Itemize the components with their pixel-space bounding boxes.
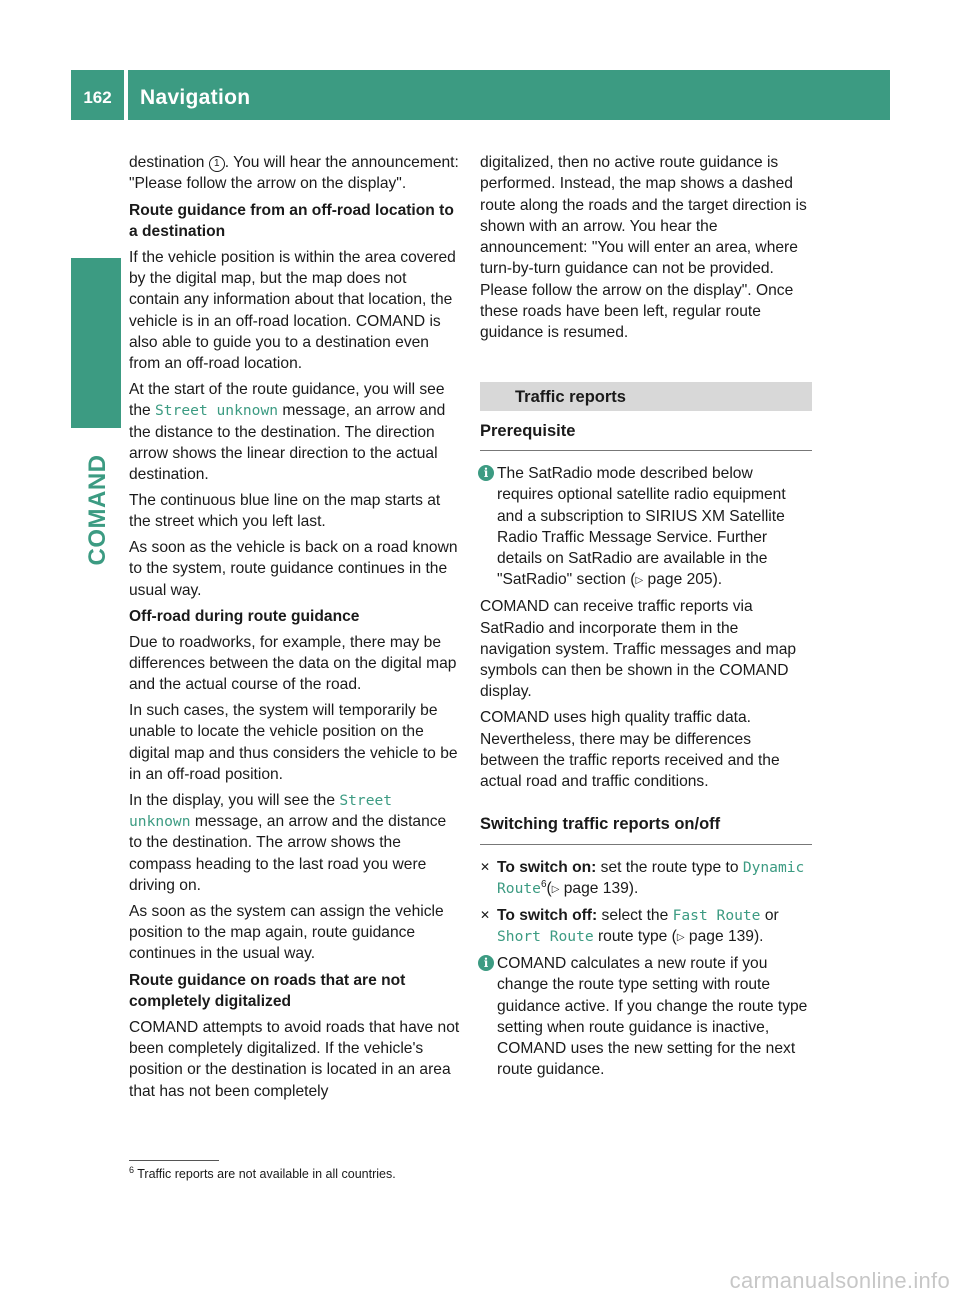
menu-option: Short Route	[497, 928, 594, 946]
paragraph: COMAND attempts to avoid roads that have not been completely digitalized. If the vehicle's position or the destination is located in an area that has not been completely	[129, 1018, 460, 1100]
info-note: i COMAND calculates a new route if you change the route type setting with route guidance active. If you change the route type setting when route guidance is inactive, COMAND uses the new setting for the next route guidance.	[480, 953, 812, 1081]
paragraph: In the display, you will see the Street unknown message, an arrow and the distance to the destination. The arrow shows the compass heading to the last road you were driving on.	[129, 791, 447, 894]
display-message: Street unknown	[155, 402, 279, 420]
header-divider	[124, 70, 128, 120]
menu-option: Fast Route	[672, 906, 761, 924]
paragraph: destination 1 . You will hear the announcement: "Please follow the arrow on the display".	[129, 154, 459, 193]
step-switch-on: ✕ To switch on: set the route type to Dynamic Route$^6$(▷ page 139).	[480, 858, 805, 898]
paragraph: As soon as the system can assign the vehicle position to the map again, route guidance continues in the usual way.	[129, 902, 444, 963]
page-ref-arrow-icon: ▷	[551, 884, 560, 896]
info-note: i The SatRadio mode described below requires optional satellite radio equipment and a subscription to SIRIUS XM Satellite Radio Traffic Message Service. Further details on SatRadio are available in the "SatRadio" section (▷ page 205).	[480, 463, 812, 592]
left-column	[129, 152, 460, 1106]
page-ref-arrow-icon: ▷	[676, 932, 685, 944]
paragraph: The continuous blue line on the map starts at the street which you left last.	[129, 491, 441, 531]
step-switch-off: ✕ To switch off: select the Fast Route or Short Route route type (▷ page 139).	[480, 906, 779, 946]
watermark: carmanualsonline.info	[729, 1268, 950, 1293]
heading-offroad-during-guidance: Off-road during route guidance	[129, 607, 360, 625]
side-tab	[71, 258, 121, 428]
right-column	[480, 152, 812, 1085]
paragraph: As soon as the vehicle is back on a road known to the system, route guidance continues in the usual way.	[129, 539, 458, 599]
page-number: 162	[83, 88, 112, 107]
paragraph: COMAND uses high quality traffic data. Nevertheless, there may be differences between the traffic reports received and the actual road and traffic conditions.	[480, 709, 780, 791]
heading-prerequisite: Prerequisite	[480, 421, 812, 451]
footnote: $^6$ Traffic reports are not available in all countries.	[129, 1164, 396, 1181]
paragraph: In such cases, the system will temporarily be unable to locate the vehicle position on the digital map and thus considers the vehicle to be in an off-road position.	[129, 702, 458, 784]
step-arrow-icon: ✕	[480, 907, 491, 922]
menu-option: Dynamic Route	[497, 858, 805, 898]
heading-offroad-to-destination: Route guidance from an off-road location to a destination	[129, 201, 454, 240]
paragraph: Due to roadworks, for example, there may be differences between the data on the digital map and the actual course of the road.	[129, 633, 457, 694]
footnote-rule	[129, 1160, 219, 1161]
section-band-traffic-reports: Traffic reports	[480, 382, 812, 411]
section-title: Navigation	[140, 86, 251, 109]
display-message: Street unknown	[129, 791, 393, 831]
paragraph: digitalized, then no active route guidance is performed. Instead, the map shows a dashed route along the roads and the target direction is shown with an arrow. You hear the announcement: "You will enter an area, where turn-by-turn guidance can not be provided. Please follow the arrow on the display". Once these roads have been left, regular route guidance is resumed.	[480, 154, 807, 342]
page-ref-arrow-icon: ▷	[635, 575, 644, 587]
paragraph: COMAND can receive traffic reports via SatRadio and incorporate them in the navigation system. Traffic messages and map symbols can then be shown in the COMAND display.	[480, 598, 797, 701]
callout-marker: 1	[209, 156, 225, 172]
heading-not-digitalized: Route guidance on roads that are not completely digitalized	[129, 971, 406, 1010]
step-arrow-icon: ✕	[480, 859, 491, 874]
paragraph: At the start of the route guidance, you will see the Street unknown message, an arrow and the distance to the destination. The direction arrow shows the linear direction to the actual destination.	[129, 380, 446, 484]
heading-switching-traffic: Switching traffic reports on/off	[480, 814, 812, 844]
info-icon: i	[478, 955, 494, 971]
info-icon: i	[478, 465, 494, 481]
side-tab-label: COMAND	[84, 454, 111, 566]
paragraph: If the vehicle position is within the area covered by the digital map, but the map does not contain any information about that location, the vehicle is in an off-road location. COMAND is also able to guide you to a destination even from an off-road location.	[129, 248, 456, 373]
